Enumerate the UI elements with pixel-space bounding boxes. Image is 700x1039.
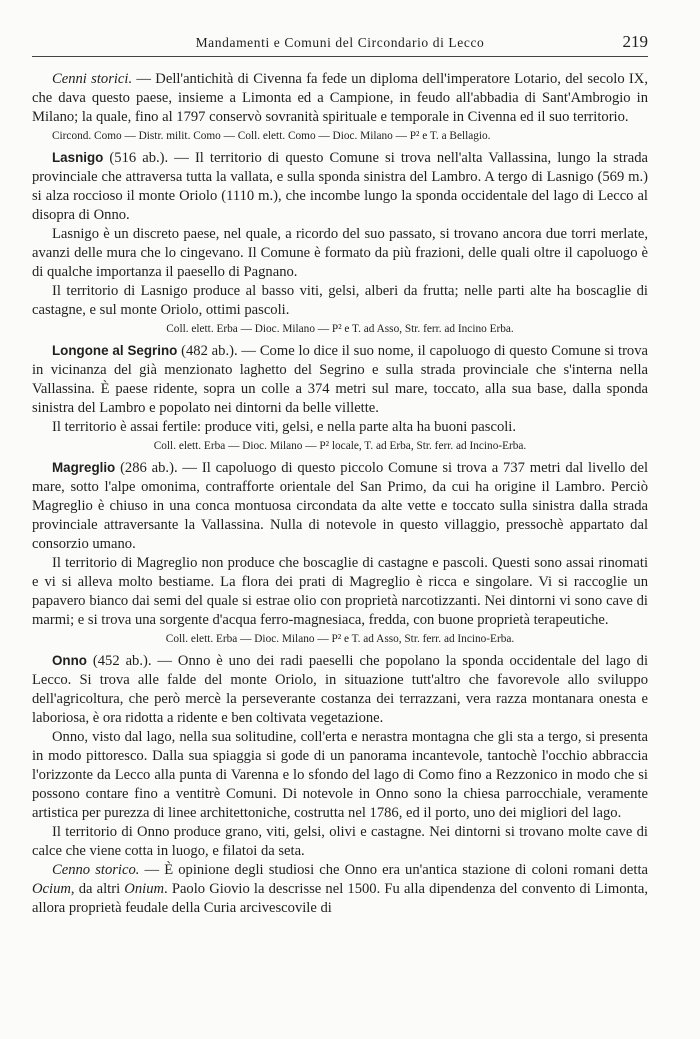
civenna-history-text: — Dell'antichità di Civenna fa fede un diploma dell'imperatore Lotario, del secolo IX, che dava questo paese, insieme a Limonta ed a Campione, in feudo all'abbadia di Sant'Ambrogio in Milano; la quale, fino al 1797 conservò sovranità spirituale e temporale in Civenna ed il suo territorio. <box>32 71 648 125</box>
lasnigo-text-1: (516 ab.). — Il territorio di questo Comune si trova nell'alta Vallassina, lungo la strada provinciale che attraversa tutta la vallata, e sulla sponda sinistra del Lambro. A tergo di Lasnigo (569 m.) si alza roccioso il monte Oriolo (1110 m.), che incombe lungo la sponda occidentale del lago di Lecco al disopra di Onno. <box>32 150 648 223</box>
lasnigo-admin-line: Coll. elett. Erba — Dioc. Milano — P² e T. ad Asso, Str. ferr. ad Incino Erba. <box>166 323 514 335</box>
lasnigo-paragraph-1 <box>32 148 648 225</box>
longone-paragraph-1 <box>32 341 648 418</box>
onno-history-text-c: . Paolo Giovio la descrisse nel 1500. Fu alla dipendenza del convento di Limonta, allora proprietà feudale della Curia arcivescovile di <box>32 881 648 916</box>
onno-history-text-a: — È opinione degli studiosi che Onno era un'antica stazione di coloni romani detta <box>139 862 648 878</box>
longone-paragraph-2: Il territorio è assai fertile: produce viti, gelsi, e nella parte alta ha buoni pascoli. <box>52 419 516 435</box>
onno-paragraph-2: Onno, visto dal lago, nella sua solitudine, coll'erta e nerastra montagna che gli sta a tergo, si presenta in modo pittoresco. Dalla sua spiaggia si gode di un panorama incantevole, tantochè l'occhio abbraccia l'orizzonte da Lecco alla punta di Varenna e lo sfondo del lago di Como fino a Rezzonico in modo che si possono contare fino a ventitrè Comuni. Di notevole in Onno sono la chiesa parrocchiale, veramente artistica per purezza di linee architettoniche, costrutta nel 1786, ed il porto, uno dei migliori del lago. <box>32 729 648 821</box>
longone-admin-line: Coll. elett. Erba — Dioc. Milano — P² locale, T. ad Erba, Str. ferr. ad Incino-Erba. <box>153 440 527 452</box>
page-header <box>32 32 648 57</box>
onno-ocium: Ocium <box>32 881 71 897</box>
civenna-history-lead: Cenni storici. <box>52 71 133 87</box>
magreglio-paragraph-2: Il territorio di Magreglio non produce che boscaglie di castagne e pascoli. Questi sono assai rinomati e vi si alleva molto bestiame. La flora dei prati di Magreglio è ricca e singolare. Vi si raccoglie un papavero bianco dai semi del quale si estrae olio con proprietà narcotizzanti. Nei dintorni vi sono cave di marmi; e si trova una sorgente d'acqua ferro-magnesiaca, fredda, con buone proprietà terapeutiche. <box>32 555 648 628</box>
magreglio-name: Magreglio <box>52 460 116 475</box>
lasnigo-paragraph-2: Lasnigo è un discreto paese, nel quale, a ricordo del suo passato, si trovano ancora due torri merlate, avanzi delle mura che lo cingevano. Il Comune è formato da più frazioni, delle quali oltre il capoluogo è di qualche importanza il paesello di Pagnano. <box>32 226 648 280</box>
onno-history-paragraph <box>32 861 648 918</box>
longone-name: Longone al Segrino <box>52 343 178 358</box>
onno-paragraph-1 <box>32 651 648 728</box>
onno-name: Onno <box>52 653 87 668</box>
onno-text-1: (452 ab.). — Onno è uno dei radi paeselli che popolano la sponda occidentale del lago di Lecco. Si trova alle falde del monte Oriolo, in situazione tutt'altro che favorevole allo sviluppo dell'agricoltura, che però mercè la perseverante costanza dei terrazzani, vera razza montanara onesta e laboriosa, è ora ridotta a ridente e ben coltivata vegetazione. <box>32 653 648 726</box>
magreglio-text-1: (286 ab.). — Il capoluogo di questo piccolo Comune si trova a 737 metri dal livello del mare, sotto l'alpe omonima, contrafforte orientale del San Primo, da cui ha origine il Lambro. Perciò Magreglio è chiuso in una conca montuosa circondata da alte vette e toccato sulla sinistra dalla strada provinciale attraversante la Vallassina. Nulla di notevole in questo villaggio, pressochè appartato dal consorzio umano. <box>32 460 648 552</box>
onno-history-text-b: , da altri <box>70 881 125 897</box>
magreglio-paragraph-1 <box>32 458 648 554</box>
longone-text-1: (482 ab.). — Come lo dice il suo nome, il capoluogo di questo Comune si trova in vicinanza del già menzionato laghetto del Segrino e sulla strada provinciale che s'interna nella Vallassina. È paese ridente, sopra un colle a 374 metri sul mare, toccato, alla sua base, dalla sponda sinistra del Lambro e popolato nei dintorni da belle villette. <box>32 343 649 416</box>
magreglio-admin-line: Coll. elett. Erba — Dioc. Milano — P² e T. ad Asso, Str. ferr. ad Incino-Erba. <box>165 633 515 645</box>
onno-history-lead: Cenno storico. <box>52 862 140 878</box>
onno-paragraph-3: Il territorio di Onno produce grano, viti, gelsi, olivi e castagne. Nei dintorni si trovano molte cave di calce che viene cotta in luogo, e filatoi da seta. <box>32 824 648 859</box>
running-title: Mandamenti e Comuni del Circondario di Lecco <box>195 35 485 50</box>
page-body <box>32 70 648 918</box>
civenna-admin-line: Circond. Como — Distr. milit. Como — Coll. elett. Como — Dioc. Milano — P² e T. a Bellagio. <box>52 130 491 142</box>
onno-onium: Onium <box>124 881 165 897</box>
civenna-history-paragraph <box>32 70 648 127</box>
page-number: 219 <box>622 32 648 51</box>
lasnigo-paragraph-3: Il territorio di Lasnigo produce al basso viti, gelsi, alberi da frutta; nelle parti alte ha boscaglie di castagne, e sul monte Oriolo, ottimi pascoli. <box>32 283 648 318</box>
lasnigo-name: Lasnigo <box>52 150 104 165</box>
